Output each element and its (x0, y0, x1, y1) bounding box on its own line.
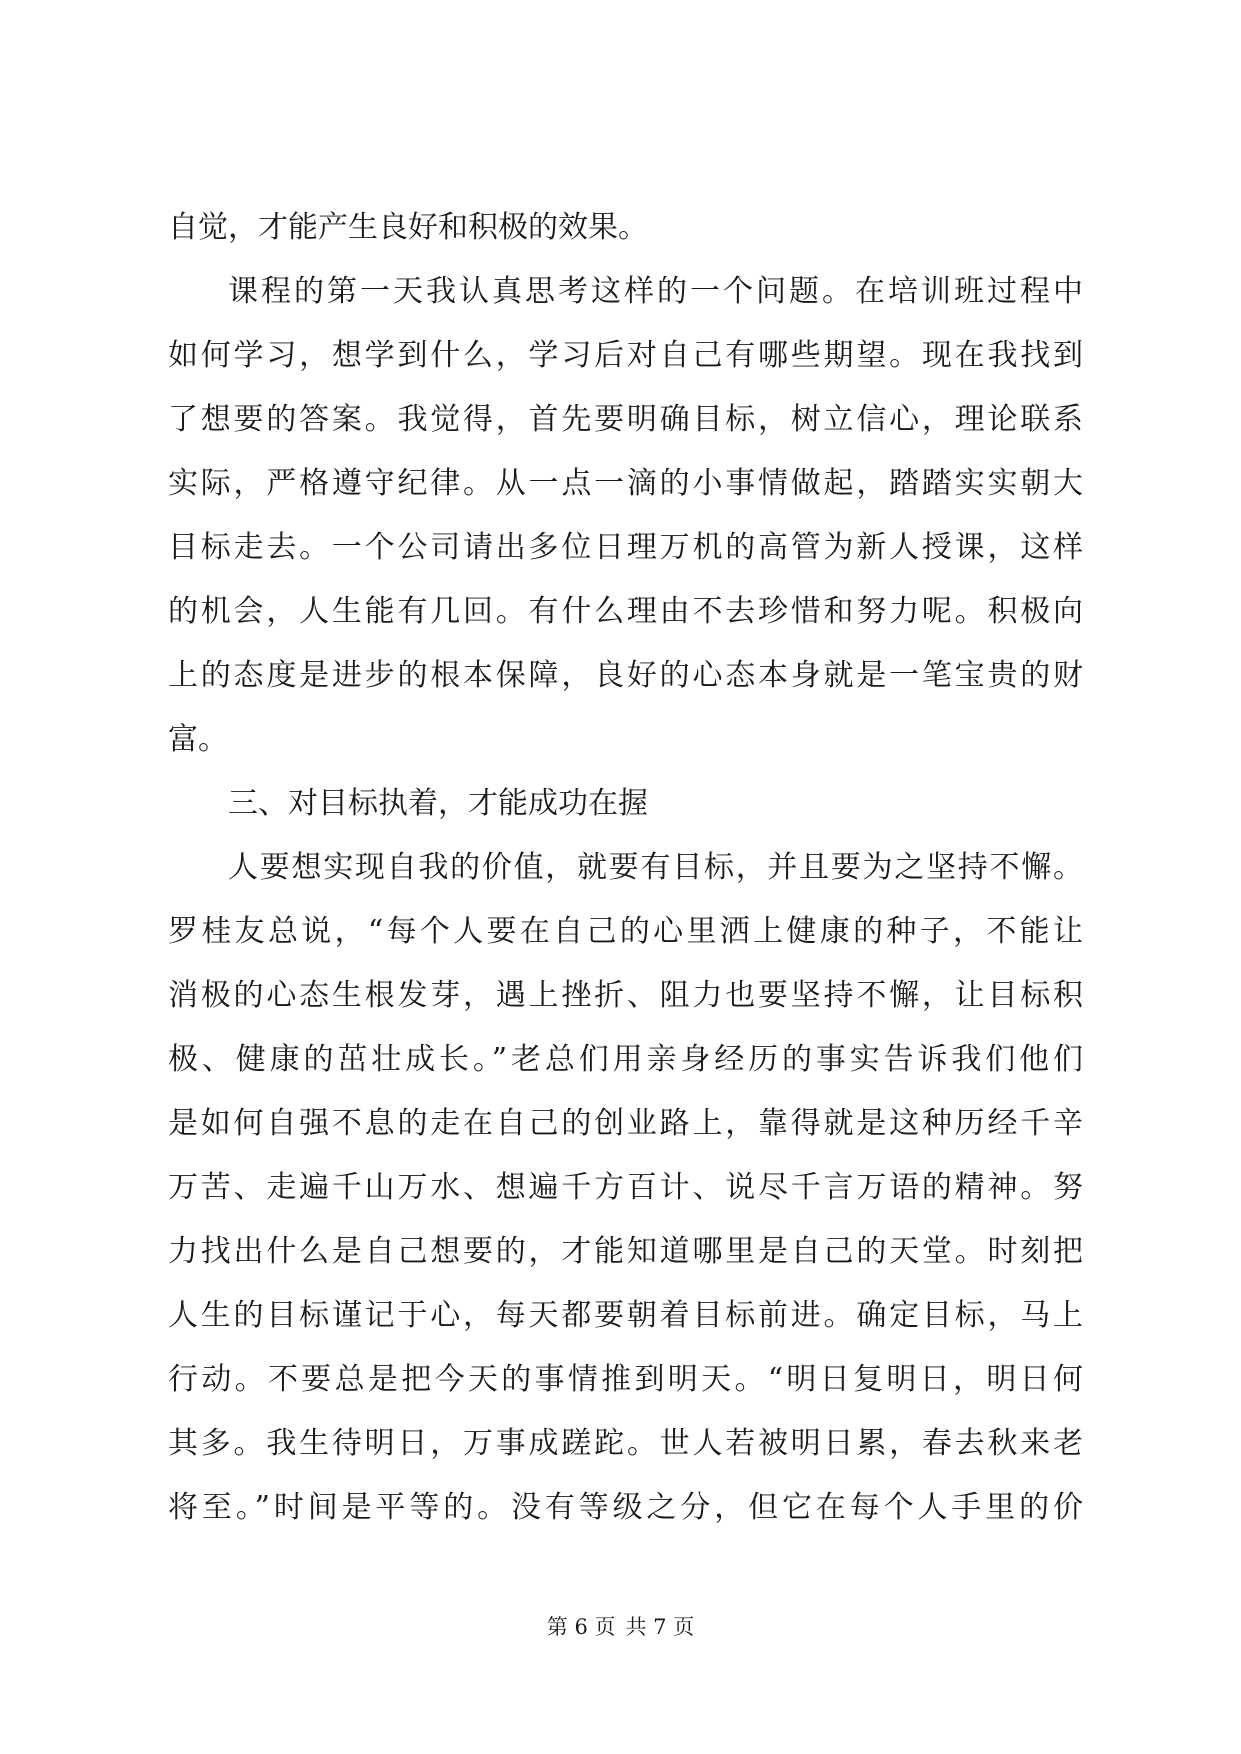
page-number-total: 共 7 页 (625, 1615, 695, 1639)
text-line: 极、健康的茁壮成长。”老总们用亲身经历的事实告诉我们他们 (168, 1042, 1083, 1077)
text-line: 是如何自强不息的走在自己的创业路上，靠得就是这种历经千辛 (168, 1106, 1083, 1141)
document-body (168, 196, 1083, 1540)
text-line: 万苦、走遍千山万水、想遍千方百计、说尽千言万语的精神。努 (168, 1170, 1083, 1205)
text-line: 罗桂友总说，“每个人要在自己的心里洒上健康的种子，不能让 (168, 914, 1083, 949)
text-line: 了想要的答案。我觉得，首先要明确目标，树立信心，理论联系 (168, 402, 1083, 437)
text-line: 人要想实现自我的价值，就要有目标，并且要为之坚持不懈。 (228, 850, 1083, 885)
text-line: 行动。不要总是把今天的事情推到明天。“明日复明日，明日何 (168, 1362, 1083, 1397)
text-line: 实际，严格遵守纪律。从一点一滴的小事情做起，踏踏实实朝大 (168, 466, 1083, 501)
text-line: 目标走去。一个公司请出多位日理万机的高管为新人授课，这样 (168, 530, 1083, 565)
page-footer (0, 1612, 1241, 1642)
text-line: 的机会，人生能有几回。有什么理由不去珍惜和努力呢。积极向 (168, 594, 1083, 629)
text-line: 课程的第一天我认真思考这样的一个问题。在培训班过程中 (228, 274, 1083, 309)
text-line: 如何学习，想学到什么，学习后对自己有哪些期望。现在我找到 (168, 338, 1083, 373)
text-line: 将至。”时间是平等的。没有等级之分，但它在每个人手里的价 (168, 1490, 1083, 1525)
text-line: 上的态度是进步的根本保障，良好的心态本身就是一笔宝贵的财 (168, 658, 1083, 693)
page-number-current: 第 6 页 (546, 1615, 616, 1639)
text-line: 富。 (168, 722, 228, 757)
text-line: 其多。我生待明日，万事成蹉跎。世人若被明日累，春去秋来老 (168, 1426, 1083, 1461)
section-heading: 三、对目标执着，才能成功在握 (228, 786, 648, 821)
text-line: 消极的心态生根发芽，遇上挫折、阻力也要坚持不懈，让目标积 (168, 978, 1083, 1013)
text-line: 力找出什么是自己想要的，才能知道哪里是自己的天堂。时刻把 (168, 1234, 1083, 1269)
text-line: 人生的目标谨记于心，每天都要朝着目标前进。确定目标，马上 (168, 1298, 1083, 1333)
text-line: 自觉，才能产生良好和积极的效果。 (168, 210, 648, 245)
